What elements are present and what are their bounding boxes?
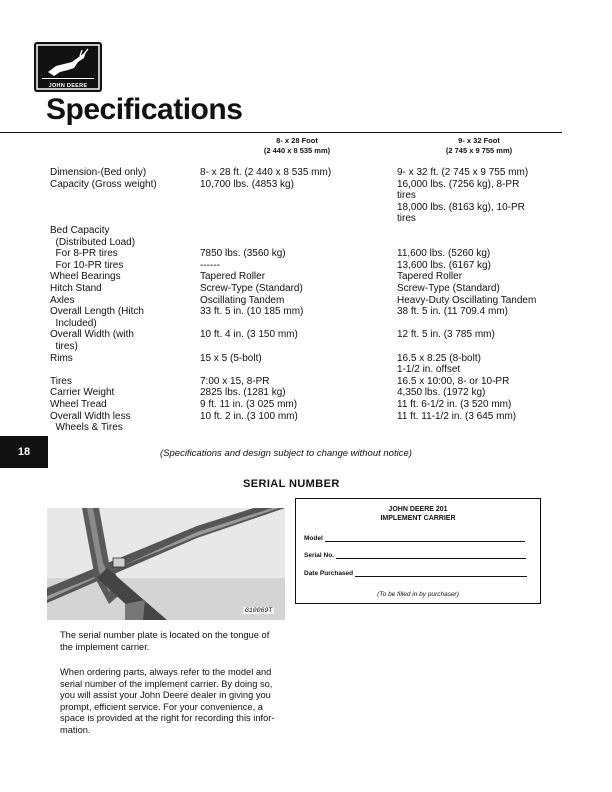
spec-value-8x28: 7:00 x 15, 8-PR xyxy=(200,375,270,387)
paragraph-line: space is provided at the right for recording this infor- xyxy=(60,713,275,723)
spec-label: Tires xyxy=(50,375,72,387)
serial-record-card xyxy=(295,498,541,604)
paragraph-line: serial number of the implement carrier. By doing so, xyxy=(60,678,273,689)
spec-label: Wheels & Tires xyxy=(50,422,123,434)
date-purchased-field[interactable] xyxy=(304,570,527,577)
spec-value-9x32: 38 ft. 5 in. (11 709.4 mm) xyxy=(397,306,508,318)
spec-value-8x28: 33 ft. 5 in. (10 185 mm) xyxy=(200,306,304,318)
spec-value-9x32: 16,000 lbs. (7256 kg), 8-PR xyxy=(397,178,520,190)
serial-number-field[interactable] xyxy=(304,552,526,559)
spec-value-9x32: 11,600 lbs. (5260 kg) xyxy=(397,248,491,260)
spec-value-9x32: Tapered Roller xyxy=(397,271,463,283)
spec-value-9x32: 11 ft. 6-1/2 in. (3 520 mm) xyxy=(397,399,512,410)
spec-value-8x28: Screw-Type (Standard) xyxy=(200,283,303,294)
spec-label: Hitch Stand xyxy=(50,283,102,294)
spec-value-8x28: 2825 lbs. (1281 kg) xyxy=(200,387,286,399)
spec-value-8x28: 10 ft. 2 in. (3 100 mm) xyxy=(200,410,298,422)
spec-value-8x28: Tapered Roller xyxy=(200,271,266,283)
column-header-8x28 xyxy=(222,136,372,156)
spec-label: Wheel Bearings xyxy=(50,271,121,283)
spec-value-9x32: 11 ft. 11-1/2 in. (3 645 mm) xyxy=(397,410,517,422)
spec-notice: (Specifications and design subject to change without notice) xyxy=(160,448,412,459)
spec-label: Capacity (Gross weight) xyxy=(50,178,157,190)
spec-label: Included) xyxy=(50,317,97,329)
column-header-9x32-line1: 9- x 32 Foot xyxy=(458,136,500,145)
page-number-tab: 18 xyxy=(0,436,48,468)
paragraph-line: the implement carrier. xyxy=(60,641,150,652)
spec-value-9x32: 16.5 x 8.25 (8-bolt) xyxy=(397,352,481,364)
model-label: Model xyxy=(304,535,323,542)
spec-label: Dimension-(Bed only) xyxy=(50,167,147,178)
spec-value-9x32: 18,000 lbs. (8163 kg), 10-PR xyxy=(397,201,525,213)
model-line[interactable] xyxy=(325,535,525,542)
paragraph-line: When ordering parts, always refer to the model and xyxy=(60,667,272,677)
spec-label: Bed Capacity xyxy=(50,225,110,236)
ordering-parts-paragraph xyxy=(60,667,286,736)
spec-label: tires) xyxy=(50,341,78,352)
serial-plate-photo xyxy=(47,508,285,620)
card-note: (To be filled in by purchaser) xyxy=(377,591,459,598)
spec-value-8x28: Oscillating Tandem xyxy=(200,294,285,306)
spec-label: Carrier Weight xyxy=(50,387,115,399)
serial-number-label: Serial No. xyxy=(304,552,334,559)
card-heading xyxy=(296,505,540,523)
spec-label: Wheel Tread xyxy=(50,399,107,410)
paragraph-line: you will assist your John Deere dealer in giving you xyxy=(60,690,271,700)
spec-value-8x28: ------ xyxy=(200,259,220,271)
card-heading-line2: IMPLEMENT CARRIER xyxy=(380,515,456,522)
paragraph-line: The serial number plate is located on the tongue of xyxy=(60,630,270,640)
spec-value-9x32: 16.5 x 10:00, 8- or 10-PR xyxy=(397,375,510,387)
spec-value-9x32: 4,350 lbs. (1972 kg) xyxy=(397,387,486,399)
column-header-8x28-line1: 8- x 28 Foot xyxy=(276,136,318,145)
john-deere-logo xyxy=(34,42,102,92)
spec-value-8x28: 15 x 5 (5-bolt) xyxy=(200,352,262,364)
spec-value-8x28: 10 ft. 4 in. (3 150 mm) xyxy=(200,329,298,341)
photo-code: G10069T xyxy=(245,607,273,614)
spec-value-8x28: 7850 lbs. (3560 kg) xyxy=(200,248,286,260)
spec-label: Rims xyxy=(50,352,73,364)
serial-number-line[interactable] xyxy=(336,552,526,559)
date-purchased-label: Date Purchased xyxy=(304,570,354,577)
spec-label: Axles xyxy=(50,294,75,306)
spec-label: Overall Length (Hitch xyxy=(50,306,144,318)
spec-value-9x32: Screw-Type (Standard) xyxy=(397,283,500,294)
card-heading-line1: JOHN DEERE 201 xyxy=(388,506,448,513)
spec-value-8x28: 10,700 lbs. (4853 kg) xyxy=(200,178,294,190)
serial-location-paragraph xyxy=(60,630,286,653)
spec-value-9x32: 12 ft. 5 in. (3 785 mm) xyxy=(397,329,495,341)
spec-label: Overall Width less xyxy=(50,410,131,422)
date-purchased-line[interactable] xyxy=(355,570,527,577)
spec-value-8x28: 9 ft. 11 in. (3 025 mm) xyxy=(200,399,298,410)
spec-label: (Distributed Load) xyxy=(50,236,136,248)
spec-label: For 10-PR tires xyxy=(50,259,124,271)
page-title: Specifications xyxy=(46,93,243,126)
spec-value-8x28: 8- x 28 ft. (2 440 x 8 535 mm) xyxy=(200,167,332,178)
logo-text: JOHN DEERE xyxy=(48,83,88,89)
serial-number-heading: SERIAL NUMBER xyxy=(243,478,340,490)
spec-value-9x32: tires xyxy=(397,213,416,225)
spec-value-9x32: 9- x 32 ft. (2 745 x 9 755 mm) xyxy=(397,167,529,178)
paragraph-line: prompt, efficient service. For your convenience, a xyxy=(60,701,263,712)
column-header-8x28-line2: (2 440 x 8 535 mm) xyxy=(263,146,331,155)
title-rule xyxy=(0,132,562,133)
column-header-9x32-line2: (2 745 x 9 755 mm) xyxy=(445,146,513,155)
paragraph-line: mation. xyxy=(60,724,91,735)
spec-value-9x32: tires xyxy=(397,190,416,202)
spec-value-9x32: Heavy-Duty Oscillating Tandem xyxy=(397,294,537,306)
model-field[interactable] xyxy=(304,535,525,542)
spec-label: Overall Width (with xyxy=(50,329,134,341)
spec-value-9x32: 13,600 lbs. (6167 kg) xyxy=(397,259,491,271)
spec-label: For 8-PR tires xyxy=(50,248,118,260)
column-header-9x32 xyxy=(404,136,554,156)
spec-value-9x32: 1-1/2 in. offset xyxy=(397,364,461,376)
